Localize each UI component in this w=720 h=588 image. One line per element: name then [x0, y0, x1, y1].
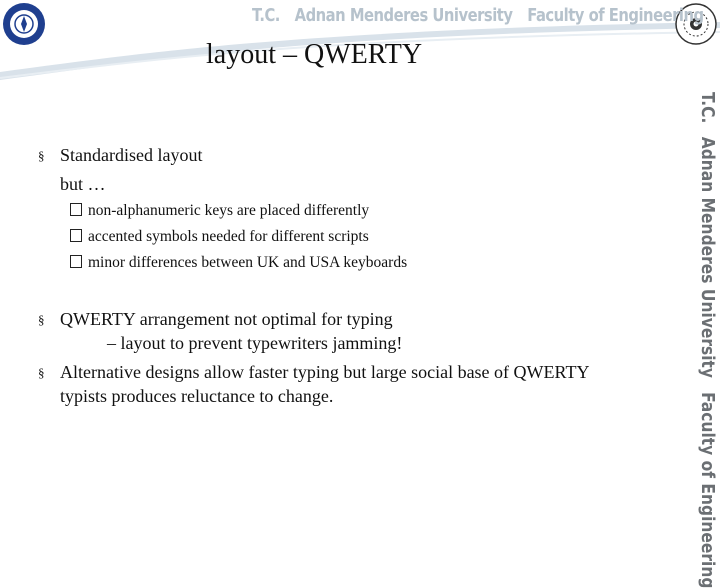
bullet-marker-icon: §	[38, 365, 45, 380]
bullet-marker-icon: §	[38, 312, 45, 327]
checkbox-glyph-icon	[70, 255, 82, 268]
sub-item-text: non-alphanumeric keys are placed differently	[88, 202, 370, 219]
side-faculty: Faculty of Engineering	[697, 392, 718, 588]
sub-item	[70, 250, 407, 276]
sub-item-text: accented symbols needed for different scripts	[88, 228, 369, 245]
header-university-title	[252, 5, 704, 31]
header-faculty: Faculty of Engineering	[527, 5, 704, 26]
bullet-text-line2: typists produces reluctance to change.	[60, 386, 334, 406]
checkbox-glyph-icon	[70, 229, 82, 242]
sub-item	[70, 198, 369, 224]
checkbox-glyph-icon	[70, 203, 82, 216]
bullet-text-line2: but …	[60, 174, 106, 194]
side-university: Adnan Menderes University	[697, 137, 718, 379]
bullet-marker-icon: §	[38, 148, 45, 163]
sub-item-text: minor differences between UK and USA keyboards	[88, 254, 408, 271]
bullet-text: QWERTY arrangement not optimal for typing	[60, 309, 393, 329]
sub-item	[70, 224, 369, 250]
side-tc: T.C.	[697, 92, 718, 124]
bullet-text: Alternative designs allow faster typing but large social base of QWERTY	[60, 362, 590, 382]
side-banner	[697, 92, 718, 588]
header-university: Adnan Menderes University	[294, 5, 513, 26]
slide-title: layout – QWERTY	[206, 39, 423, 70]
header-tc: T.C.	[252, 5, 280, 26]
university-logo-left	[2, 2, 46, 46]
bullet-text-line2: – layout to prevent typewriters jamming!	[107, 333, 403, 353]
bullet-text: Standardised layout	[60, 145, 203, 165]
